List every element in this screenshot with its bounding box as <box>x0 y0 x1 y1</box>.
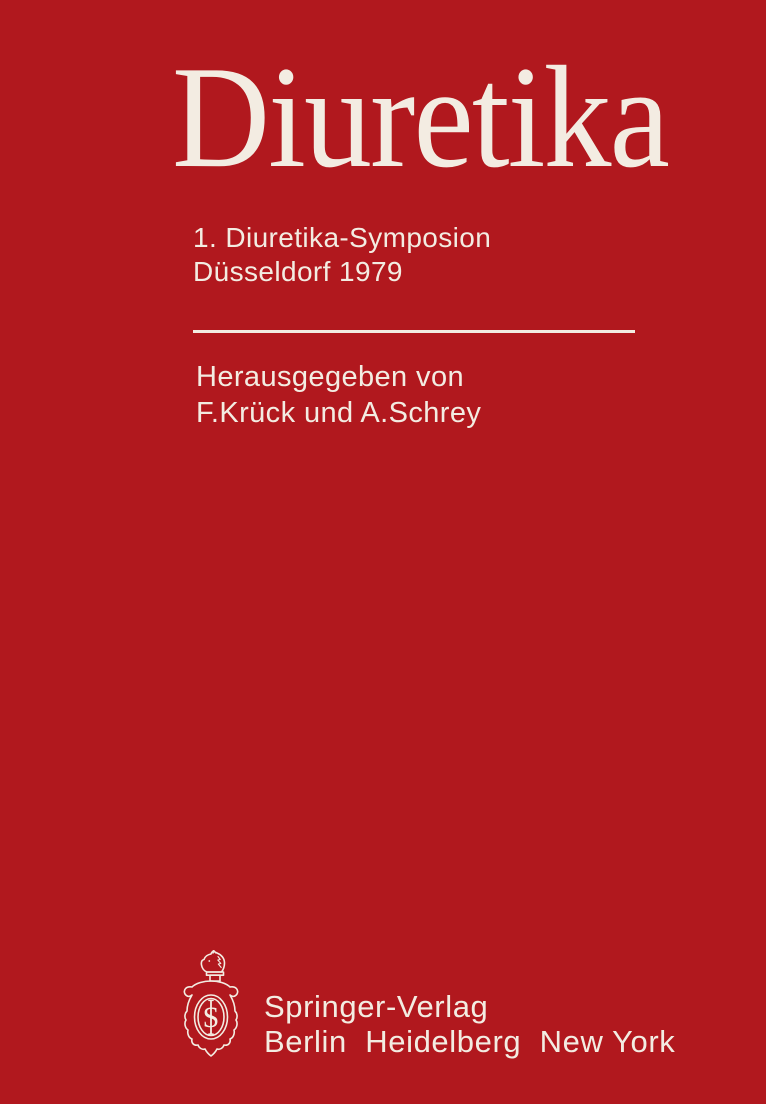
publisher-cities: Berlin Heidelberg New York <box>264 1024 676 1059</box>
subtitle-line-1: 1. Diuretika-Symposion <box>193 222 492 253</box>
editors-line-1: Herausgegeben von <box>196 361 464 393</box>
publisher-name: Springer-Verlag <box>264 989 489 1024</box>
publisher-text <box>264 989 675 1059</box>
editors-line-2: F.Krück und A.Schrey <box>196 397 482 429</box>
springer-knight-crest-icon <box>182 950 240 1057</box>
book-title: Diuretika <box>172 36 669 198</box>
book-subtitle <box>193 221 491 289</box>
divider-rule <box>193 330 635 333</box>
editors-block <box>196 359 481 431</box>
subtitle-line-2: Düsseldorf 1979 <box>193 256 403 287</box>
springer-monogram: S <box>202 1001 220 1034</box>
publisher-block <box>182 950 675 1059</box>
